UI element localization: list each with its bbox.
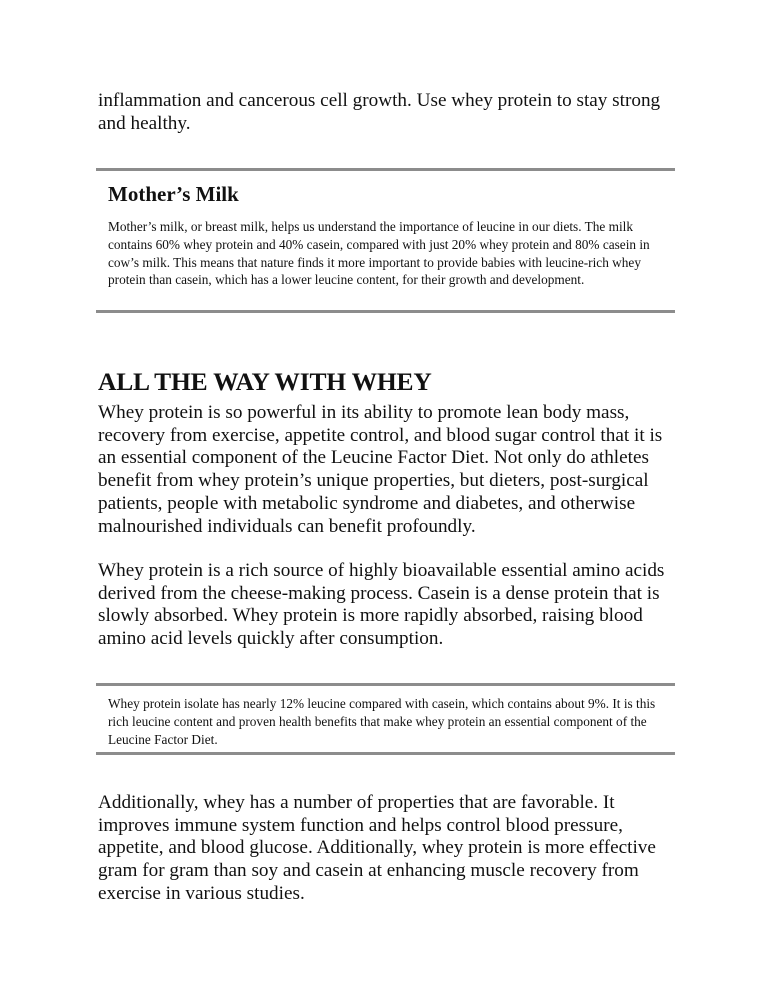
sidebar-title: Mother’s Milk bbox=[108, 182, 239, 206]
body-paragraph: Whey protein is a rich source of highly bioavailable essential amino acids derived from the cheese-making process. Casein is a dense protein that is slowly absorbed. Whey protein is more rapidly absorbed, raising blood amino acid levels quickly after consumption. bbox=[98, 560, 665, 650]
sidebar-box-leucine-note bbox=[96, 683, 675, 755]
sidebar-body: Mother’s milk, or breast milk, helps us understand the importance of leucine in our diets. The milk contains 60% whey protein and 40% casein, compared with just 20% whey protein and 80% casein in cow’s milk. This means that nature finds it more important to provide babies with leucine-rich whey protein than casein, which has a lower leucine content, for their growth and development. bbox=[108, 219, 650, 288]
intro-paragraph: inflammation and cancerous cell growth. Use whey protein to stay strong and healthy. bbox=[98, 90, 661, 134]
body-paragraph: Whey protein is so powerful in its ability to promote lean body mass, recovery from exercise, appetite control, and blood sugar control that it is an essential component of the Leucine Factor Diet. Not only do athletes benefit from whey protein’s unique properties, but dieters, post-surgical patients, people with metabolic syndrome and diabetes, and otherwise malnourished individuals can benefit profoundly. bbox=[98, 402, 663, 537]
section-heading: ALL THE WAY WITH WHEY bbox=[98, 367, 432, 396]
sidebar-box-mothers-milk bbox=[96, 168, 675, 313]
closing-paragraph: Additionally, whey has a number of properties that are favorable. It improves immune system function and helps control blood pressure, appetite, and blood glucose. Additionally, whey protein is more effective gram for gram than soy and casein at enhancing muscle recovery from exercise in various studies. bbox=[98, 792, 656, 904]
sidebar-body: Whey protein isolate has nearly 12% leucine compared with casein, which contains about 9%. It is this rich leucine content and proven health benefits that make whey protein an essential component of the Leucine Factor Diet. bbox=[108, 696, 656, 747]
